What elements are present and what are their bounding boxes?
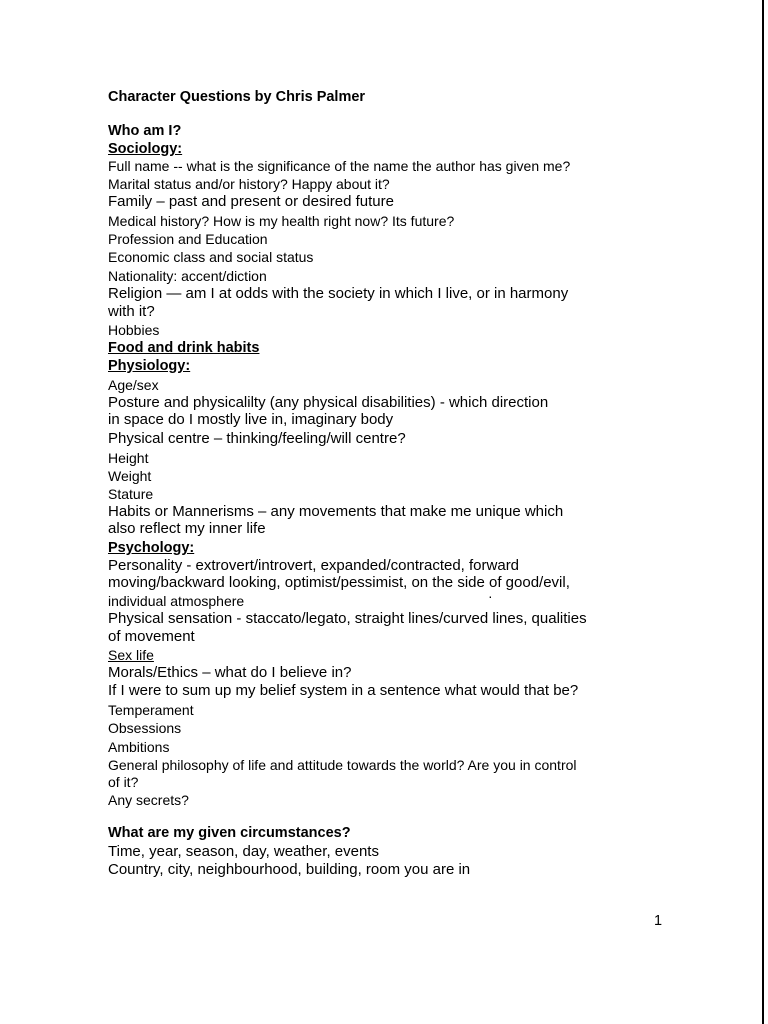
physiology-item: Height <box>108 450 149 466</box>
document-title: Character Questions by Chris Palmer <box>108 89 366 105</box>
given-item: Time, year, season, day, weather, events <box>108 843 379 860</box>
heading-food-and-drink: Food and drink habits <box>108 340 260 356</box>
physiology-item: Stature <box>108 486 154 502</box>
sociology-item: Profession and Education <box>108 231 268 247</box>
sociology-item: Economic class and social status <box>108 249 314 265</box>
sociology-item: with it? <box>108 303 155 320</box>
psychology-item: Ambitions <box>108 739 170 755</box>
physiology-item: Weight <box>108 468 152 484</box>
heading-given-circumstances: What are my given circumstances? <box>108 825 351 841</box>
psychology-item: of it? <box>108 774 139 790</box>
page-number: 1 <box>654 913 663 929</box>
physiology-item: Habits or Mannerisms – any movements that make me unique which <box>108 503 564 520</box>
psychology-item: Any secrets? <box>108 792 189 808</box>
psychology-item: General philosophy of life and attitude towards the world? Are you in control <box>108 757 577 773</box>
psychology-item: Personality - extrovert/introvert, expanded/contracted, forward <box>108 557 520 574</box>
physiology-item: in space do I mostly live in, imaginary body <box>108 411 394 428</box>
physiology-item: Posture and physicalilty (any physical disabilities) - which direction <box>108 394 549 411</box>
psychology-item: Sex life <box>108 647 154 663</box>
heading-who-am-i: Who am I? <box>108 123 182 139</box>
sociology-item: Full name -- what is the significance of the name the author has given me? <box>108 158 571 174</box>
sociology-item: Marital status and/or history? Happy about it? <box>108 176 390 192</box>
psychology-item: If I were to sum up my belief system in a sentence what would that be? <box>108 682 579 699</box>
stray-mark: · <box>488 588 493 604</box>
psychology-item: of movement <box>108 628 195 645</box>
psychology-item: Morals/Ethics – what do I believe in? <box>108 664 352 681</box>
physiology-item: Age/sex <box>108 377 159 393</box>
psychology-item: Temperament <box>108 702 194 718</box>
given-item: Country, city, neighbourhood, building, room you are in <box>108 861 471 878</box>
psychology-item: Obsessions <box>108 720 182 736</box>
sociology-item: Family – past and present or desired future <box>108 193 394 210</box>
page-edge-rule <box>762 0 764 1024</box>
sociology-item: Nationality: accent/diction <box>108 268 267 284</box>
sociology-item: Medical history? How is my health right now? Its future? <box>108 213 455 229</box>
sociology-item: Religion — am I at odds with the society in which I live, or in harmony <box>108 285 569 302</box>
psychology-item: moving/backward looking, optimist/pessimist, on the side of good/evil, <box>108 574 570 591</box>
heading-psychology: Psychology: <box>108 540 195 556</box>
psychology-item: Physical sensation - staccato/legato, straight lines/curved lines, qualities <box>108 610 587 627</box>
physiology-item: Physical centre – thinking/feeling/will centre? <box>108 430 406 447</box>
physiology-item: also reflect my inner life <box>108 520 266 537</box>
psychology-item: individual atmosphere <box>108 593 245 609</box>
sociology-item: Hobbies <box>108 322 160 338</box>
heading-sociology: Sociology: <box>108 141 183 157</box>
heading-physiology: Physiology: <box>108 358 191 374</box>
